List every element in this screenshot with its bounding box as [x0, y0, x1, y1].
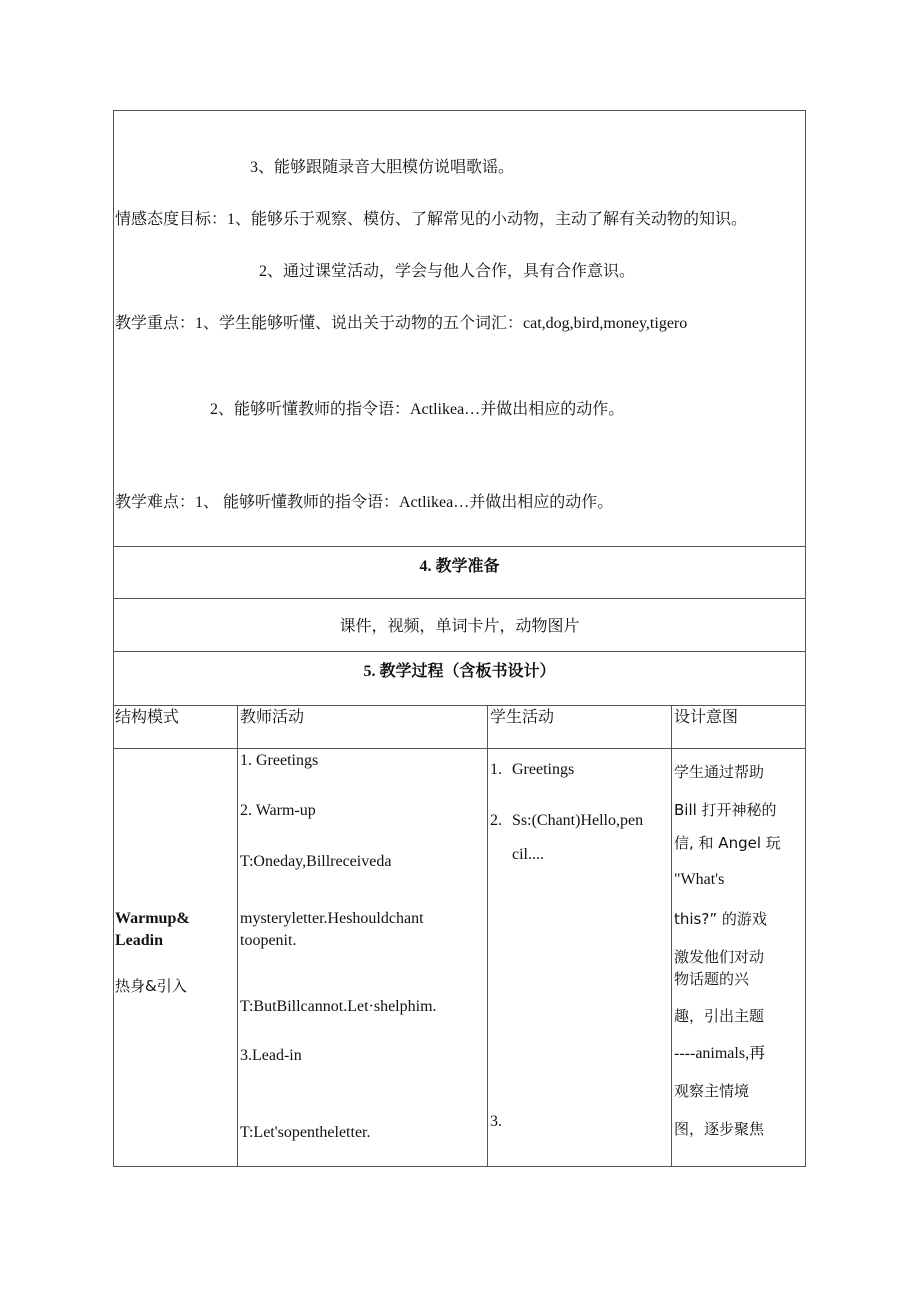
intent-line: 图，逐步聚焦	[674, 1120, 765, 1138]
row-divider	[114, 748, 805, 749]
teacher-step: 1. Greetings	[240, 752, 319, 769]
key-point-2: 2、能够听懂教师的指令语：Actlikea…并做出相应的动作。	[210, 401, 625, 418]
structure-zh: 热身&引入	[115, 977, 187, 995]
column-divider	[237, 705, 238, 1166]
teaching-materials: 课件，视频，单词卡片，动物图片	[339, 618, 580, 635]
student-step: 1. Greetings	[490, 761, 575, 778]
row-divider	[114, 705, 805, 706]
structure-en-line2: Leadin	[115, 932, 164, 949]
lesson-plan-table	[113, 110, 806, 1167]
intent-line: 激发他们对动	[674, 948, 765, 966]
row-divider	[114, 598, 805, 599]
student-step: 2. Ss:(Chant)Hello,pen	[490, 812, 644, 829]
section5-title: 5. 教学过程（含板书设计）	[363, 663, 556, 680]
student-step: 3.	[490, 1113, 502, 1130]
header-structure: 结构模式	[115, 709, 180, 726]
column-divider	[671, 705, 672, 1166]
teacher-step: T:ButBillcannot.Let·shelphim.	[240, 998, 437, 1015]
intent-line: 信, 和 Angel 玩	[674, 834, 781, 852]
section4-title: 4. 教学准备	[419, 558, 500, 575]
difficulty-1: 教学难点：1、 能够听懂教师的指令语：Actlikea…并做出相应的动作。	[115, 494, 614, 511]
teacher-step: mysteryletter.Heshouldchant	[240, 910, 424, 927]
key-point-1: 教学重点：1、学生能够听懂、说出关于动物的五个词汇：cat,dog,bird,money,tigero	[115, 315, 688, 332]
header-teacher-activity: 教师活动	[240, 709, 305, 726]
intent-line: this?” 的游戏	[674, 910, 767, 928]
header-student-activity: 学生活动	[490, 709, 555, 726]
student-step: cil....	[512, 846, 544, 863]
teacher-step: toopenit.	[240, 932, 297, 949]
intent-line: ----animals,再	[674, 1045, 766, 1062]
teacher-step: 2. Warm-up	[240, 802, 316, 819]
teacher-step: T:Let'sopentheletter.	[240, 1124, 371, 1141]
structure-en-line1: Warmup&	[115, 910, 190, 927]
row-divider	[114, 546, 805, 547]
intent-line: "What's	[674, 871, 725, 888]
intent-line: 学生通过帮助	[674, 763, 765, 781]
affective-objective-2: 2、通过课堂活动，学会与他人合作，具有合作意识。	[259, 263, 636, 280]
intent-line: 物话题的兴	[674, 970, 750, 988]
intent-line: 趣，引出主题	[674, 1007, 765, 1025]
intent-line: Bill 打开神秘的	[674, 801, 777, 819]
column-divider	[487, 705, 488, 1166]
teacher-step: 3.Lead-in	[240, 1047, 302, 1064]
header-design-intent: 设计意图	[674, 709, 739, 726]
affective-objective-1: 情感态度目标：1、能够乐于观察、模仿、了解常见的小动物，主动了解有关动物的知识。	[115, 211, 748, 228]
intent-line: 观察主情境	[674, 1082, 750, 1100]
row-divider	[114, 651, 805, 652]
teacher-step: T:Oneday,Billreceiveda	[240, 853, 392, 870]
skill-objective-3: 3、能够跟随录音大胆模仿说唱歌谣。	[250, 159, 515, 176]
